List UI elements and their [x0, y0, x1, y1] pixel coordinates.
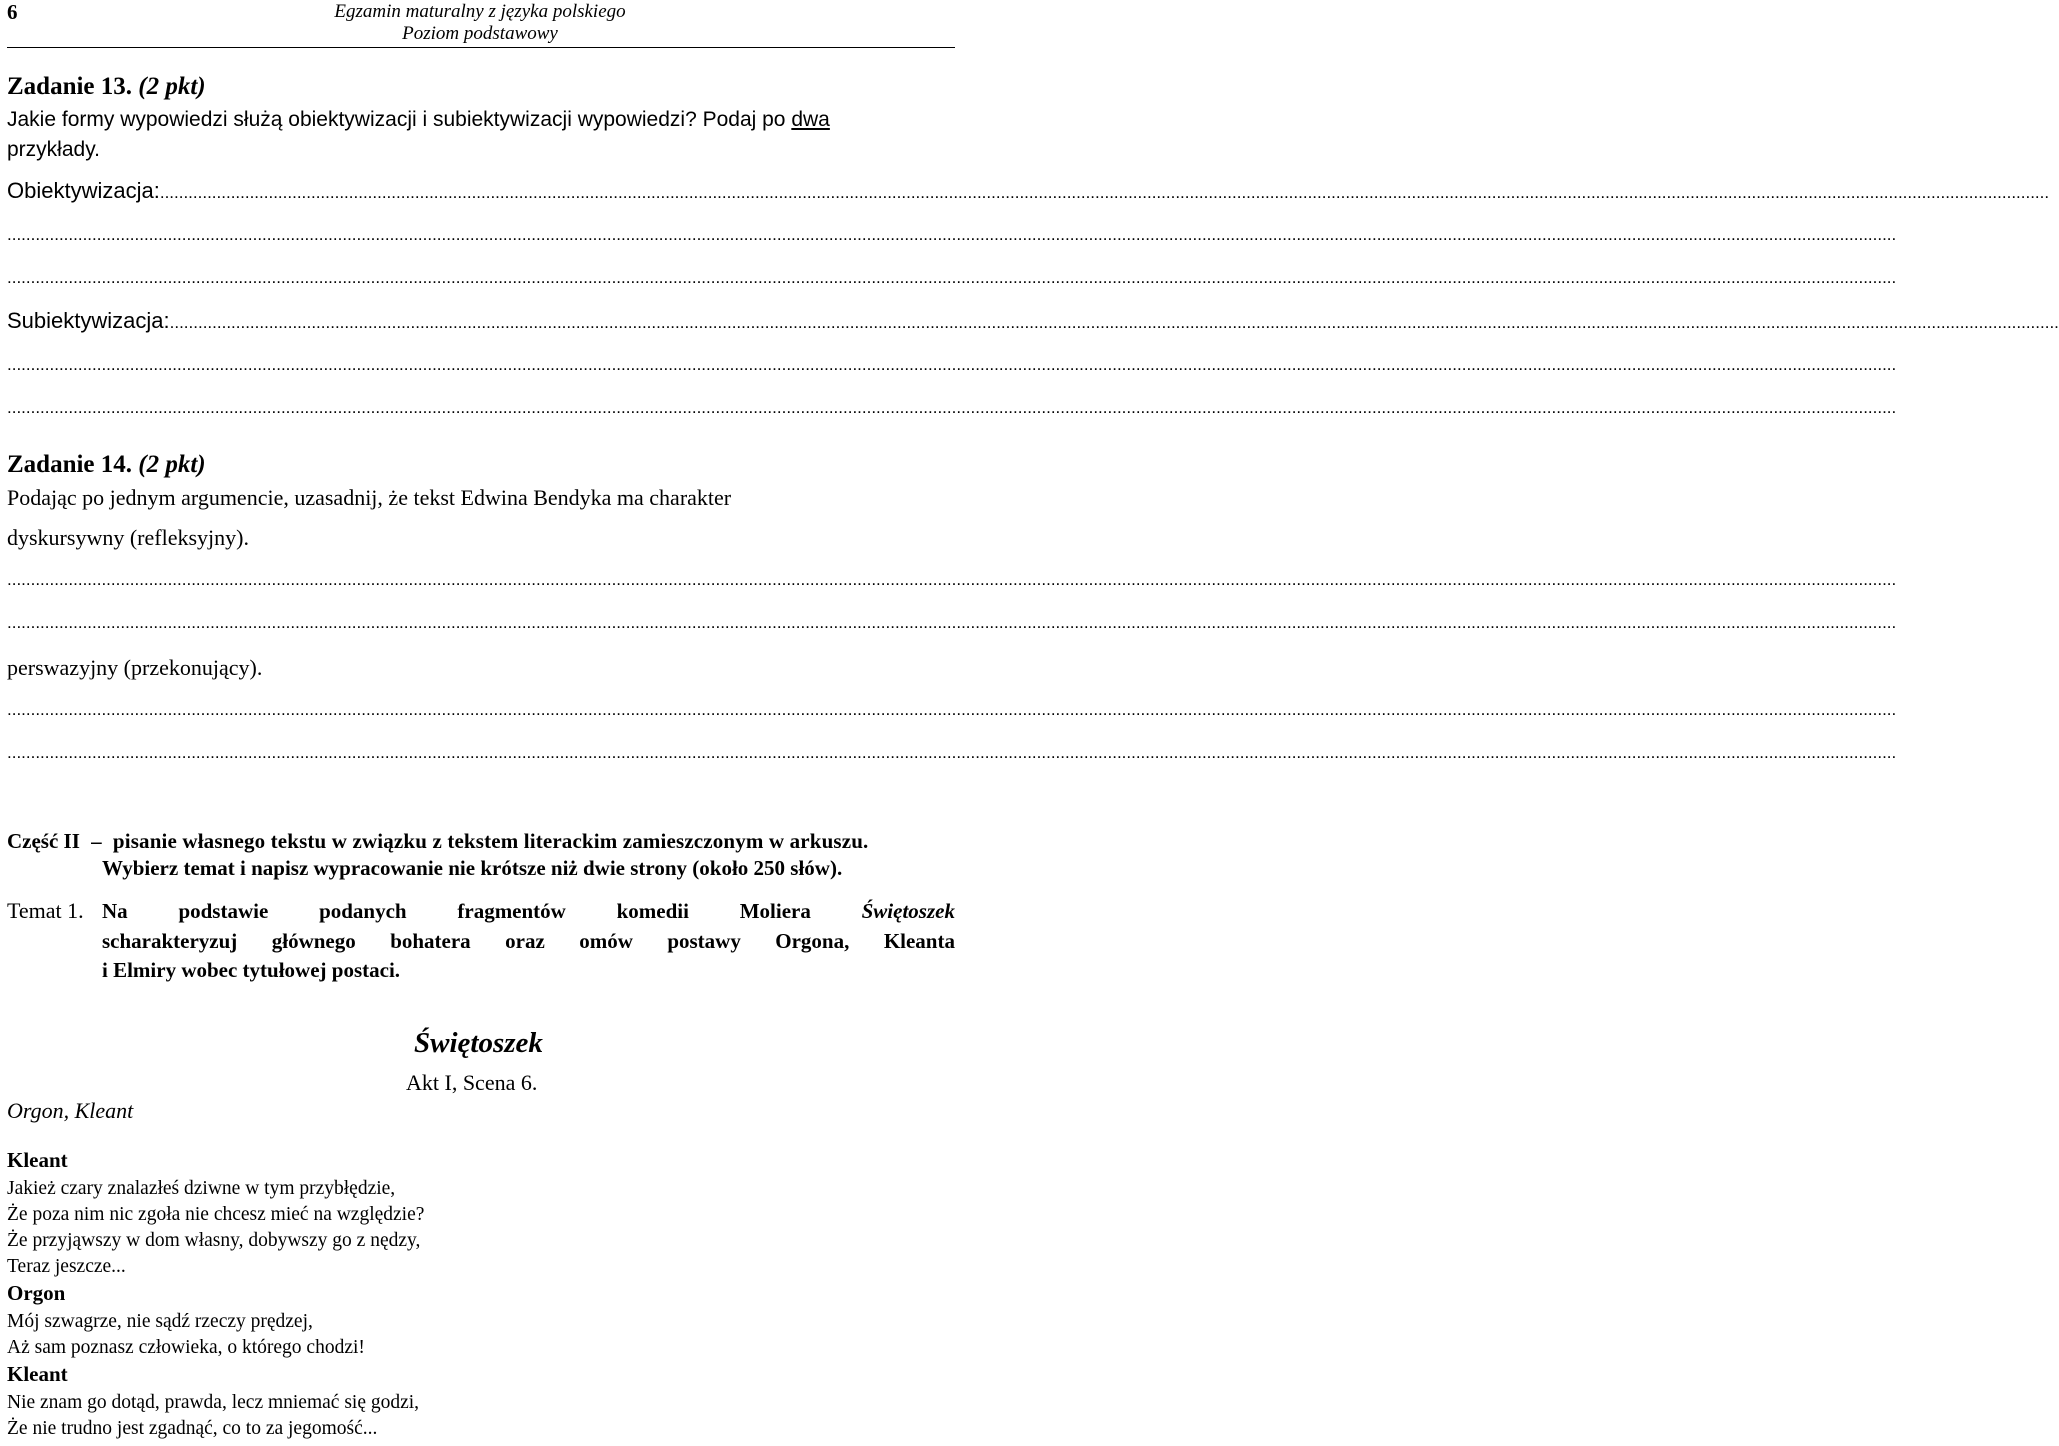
- answer-line[interactable]: ................................................................................................................................................................................................................................................................................................................................................................................................................: [7, 743, 1897, 762]
- verse-line: Aż sam poznasz człowieka, o którego chodzi!: [7, 1337, 365, 1358]
- act-scene: Akt I, Scena 6.: [406, 1070, 538, 1095]
- answer-dots: ................................................................................................................................................................................................................................................................................................................................................................................................................: [159, 183, 2050, 202]
- topic1-word: podanych: [319, 899, 407, 923]
- topic1-word: oraz: [505, 929, 545, 953]
- persuasive-label: perswazyjny (przekonujący).: [7, 655, 263, 680]
- part2-heading: [7, 828, 868, 854]
- topic1-word: Na: [102, 899, 128, 923]
- verse-line: Mój szwagrze, nie sądź rzeczy prędzej,: [7, 1311, 313, 1332]
- answer-line[interactable]: ................................................................................................................................................................................................................................................................................................................................................................................................................: [7, 225, 1897, 244]
- task13-number: Zadanie 13.: [7, 73, 133, 100]
- topic1-word: głównego: [271, 929, 356, 953]
- answer-line[interactable]: ................................................................................................................................................................................................................................................................................................................................................................................................................: [7, 268, 1897, 287]
- scene-characters: Orgon, Kleant: [7, 1098, 134, 1123]
- task13-question-line1: [7, 107, 955, 133]
- topic1-word: scharakteryzuj: [102, 929, 238, 953]
- topic1-word: komedii: [616, 899, 689, 923]
- topic1-word: Orgona,: [775, 929, 850, 953]
- verse-line: Że przyjąwszy w dom własny, dobywszy go z nędzy,: [7, 1230, 421, 1251]
- answer-line[interactable]: ................................................................................................................................................................................................................................................................................................................................................................................................................: [7, 355, 1897, 374]
- header-subtitle: Poziom podstawowy: [402, 23, 558, 44]
- answer-line-subjective[interactable]: [7, 308, 2059, 334]
- task13-title: [7, 72, 206, 102]
- task13-question-underlined: dwa: [791, 108, 830, 131]
- topic1-label: Temat 1.: [7, 898, 84, 923]
- answer-line-objective[interactable]: [7, 178, 2050, 204]
- topic1-word: podstawie: [178, 899, 269, 923]
- play-title: Świętoszek: [414, 1027, 543, 1059]
- verse-line: Że poza nim nic zgoła nie chcesz mieć na względzie?: [7, 1204, 425, 1225]
- subjective-label: Subiektywizacja:: [7, 308, 170, 333]
- topic1-word: omów: [579, 929, 633, 953]
- part2-instruction: Wybierz temat i napisz wypracowanie nie krótsze niż dwie strony (około 250 słów).: [102, 856, 843, 880]
- speaker-name: Kleant: [7, 1362, 68, 1386]
- topic1-word: bohatera: [390, 929, 471, 953]
- task13-question-line2: przykłady.: [7, 138, 100, 161]
- dialogue: [7, 1147, 947, 1442]
- objective-label: Obiektywizacja:: [7, 178, 160, 203]
- answer-line[interactable]: ................................................................................................................................................................................................................................................................................................................................................................................................................: [7, 613, 1897, 632]
- verse-line: Że nie trudno jest zgadnąć, co to za jegomość...: [7, 1418, 378, 1439]
- speaker-name: Orgon: [7, 1281, 66, 1305]
- topic1-line2: [102, 928, 955, 954]
- header-title: Egzamin maturalny z języka polskiego: [334, 1, 626, 22]
- task13-question-text: Jakie formy wypowiedzi służą obiektywizacji i subiektywizacji wypowiedzi? Podaj po: [7, 108, 792, 131]
- header-divider: [7, 47, 955, 48]
- task14-question: Podając po jednym argumencie, uzasadnij, że tekst Edwina Bendyka ma charakter: [7, 485, 732, 510]
- answer-line[interactable]: ................................................................................................................................................................................................................................................................................................................................................................................................................: [7, 700, 1897, 719]
- verse-line: Teraz jeszcze...: [7, 1256, 126, 1277]
- discursive-label: dyskursywny (refleksyjny).: [7, 525, 249, 550]
- part2-heading-label: Część II: [7, 829, 80, 853]
- part2-dash: –: [91, 829, 102, 853]
- topic1-word: postawy: [667, 929, 741, 953]
- page-number: 6: [7, 0, 18, 24]
- answer-line[interactable]: ................................................................................................................................................................................................................................................................................................................................................................................................................: [7, 570, 1897, 589]
- part2-heading-text: pisanie własnego tekstu w związku z tekstem literackim zamieszczonym w arkuszu.: [112, 829, 869, 853]
- topic1-play-title: Świętoszek: [861, 899, 955, 923]
- topic1-word: Moliera: [739, 899, 811, 923]
- topic1-line1: [102, 898, 955, 924]
- task13-points: (2 pkt): [138, 73, 206, 100]
- answer-line[interactable]: ................................................................................................................................................................................................................................................................................................................................................................................................................: [7, 398, 1897, 417]
- topic1-line3: i Elmiry wobec tytułowej postaci.: [102, 958, 401, 982]
- task14-points: (2 pkt): [138, 451, 206, 478]
- verse-line: Nie znam go dotąd, prawda, lecz mniemać się godzi,: [7, 1392, 420, 1413]
- verse-line: Jakież czary znalazłeś dziwne w tym przybłędzie,: [7, 1178, 396, 1199]
- answer-dots: ................................................................................................................................................................................................................................................................................................................................................................................................................: [169, 313, 2059, 332]
- topic1-word: fragmentów: [457, 899, 566, 923]
- task14-title: [7, 450, 206, 480]
- topic1-word: Kleanta: [883, 929, 955, 953]
- speaker-name: Kleant: [7, 1148, 68, 1172]
- task14-number: Zadanie 14.: [7, 451, 133, 478]
